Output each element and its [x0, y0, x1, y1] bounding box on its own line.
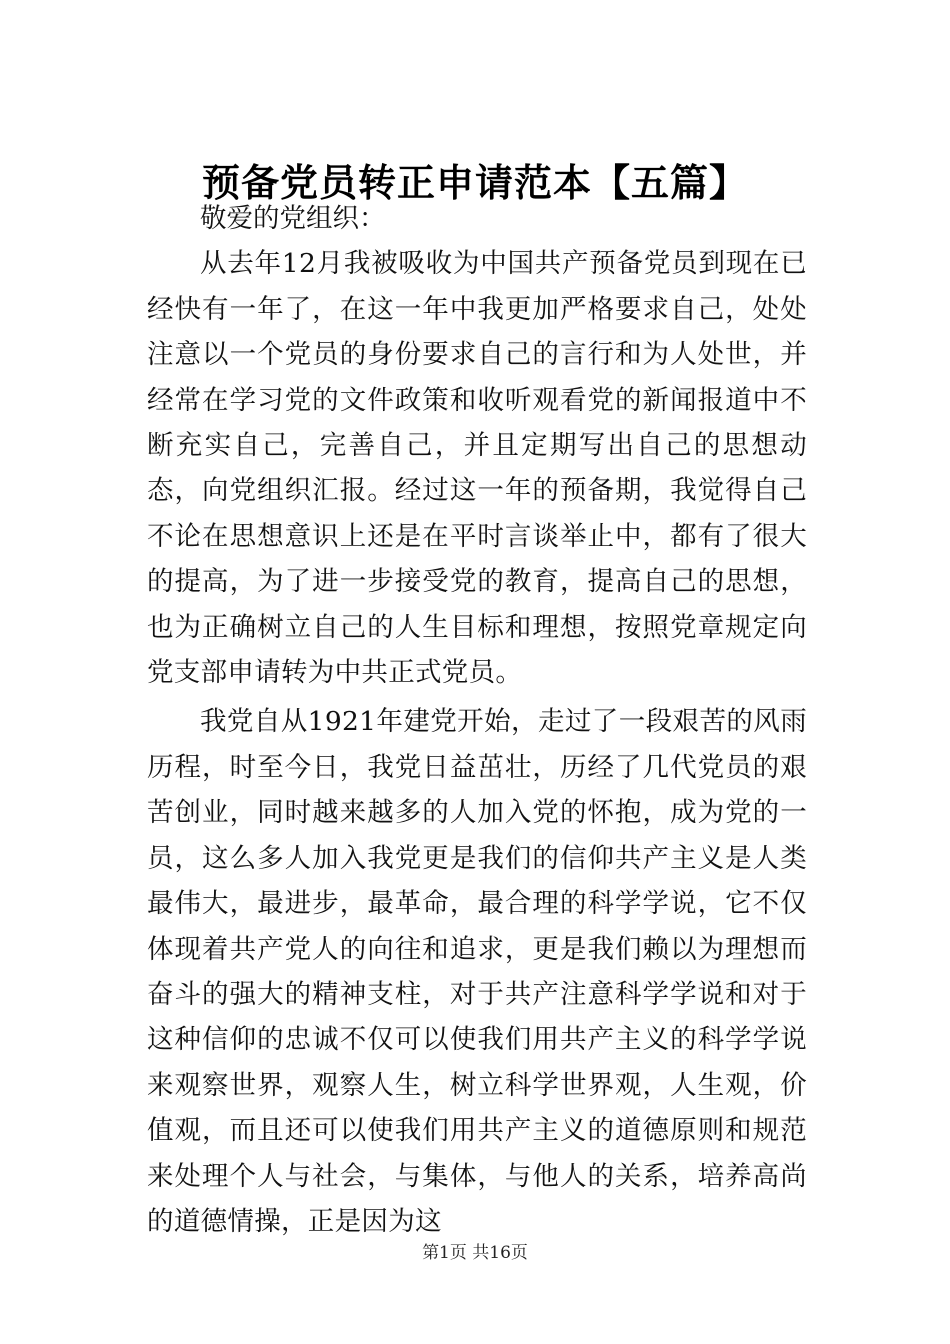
document-body	[147, 196, 807, 1244]
page-title: 预备党员转正申请范本【五篇】	[201, 160, 748, 206]
page-number-footer: 第1页 共16页	[422, 1243, 528, 1263]
paragraph-2: 我党自从1921年建党开始，走过了一段艰苦的风雨历程，时至今日，我党日益茁壮，历经了几代党员的艰苦创业，同时越来越多的人加入党的怀抱，成为党的一员，这么多人加入我党更是我们的信仰共产主义是人类最伟大，最进步，最革命，最合理的科学学说，它不仅体现着共产党人的向往和追求，更是我们赖以为理想而奋斗的强大的精神支柱，对于共产注意科学学说和对于这种信仰的忠诚不仅可以使我们用共产主义的科学学说来观察世界，观察人生，树立科学世界观，人生观，价值观，而且还可以使我们用共产主义的道德原则和规范来处理个人与社会，与集体，与他人的关系，培养高尚的道德情操，正是因为这	[147, 706, 807, 1237]
salutation: 敬爱的党组织：	[200, 203, 386, 234]
paragraph-1: 从去年12月我被吸收为中国共产预备党员到现在已经快有一年了，在这一年中我更加严格要求自己，处处注意以一个党员的身份要求自己的言行和为人处世，并经常在学习党的文件政策和收听观看党的新闻报道中不断充实自己，完善自己，并且定期写出自己的思想动态，向党组织汇报。经过这一年的预备期，我觉得自己不论在思想意识上还是在平时言谈举止中，都有了很大的提高，为了进一步接受党的教育，提高自己的思想，也为正确树立自己的人生目标和理想，按照党章规定向党支部申请转为中共正式党员。	[147, 248, 807, 689]
